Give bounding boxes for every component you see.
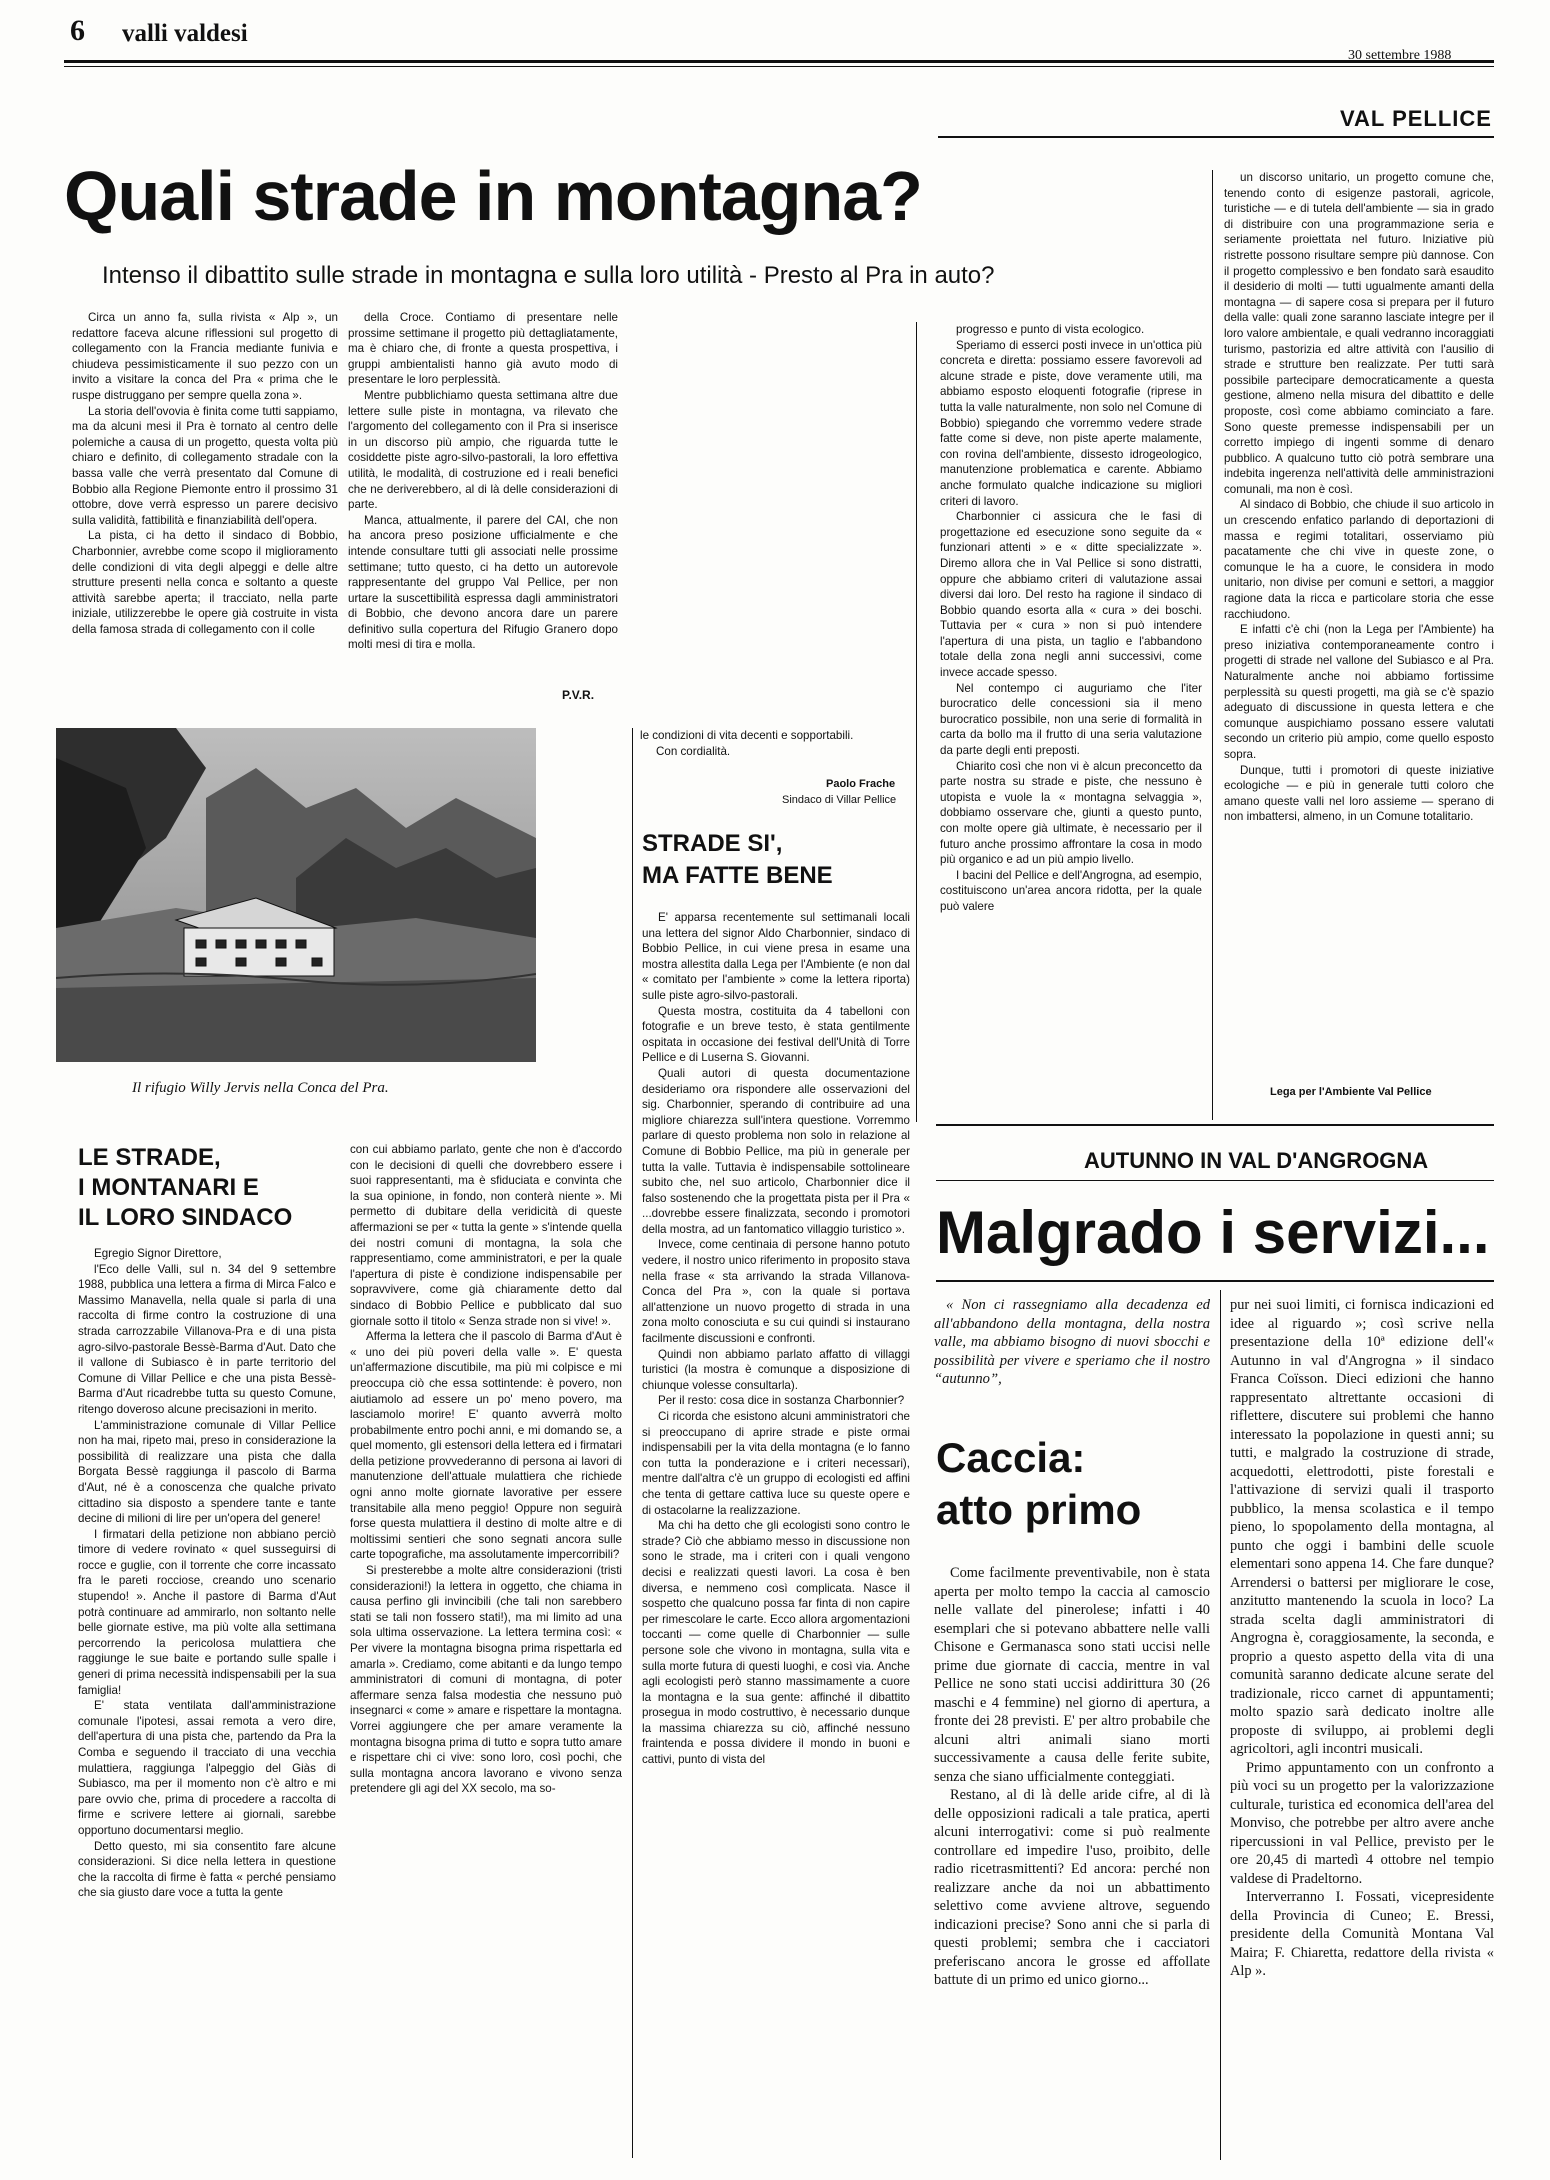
paragraph: Invece, come centinaia di persone hanno potuto vedere, il nostro unico riferimento in proposito stava nella frase « sta arrivando la strada Villanova-Conca del Pra », con la quale si portava all'attenzione un nuovo progetto di strada in una zona molto conosciuta e su cui quindi si instaurano facilmente discussioni e confronti. [642, 1238, 910, 1346]
main-subhead: Intenso il dibattito sulle strade in montagna e sulla loro utilità - Presto al Pra in auto? [102, 262, 995, 289]
paragraph: l'Eco delle Valli, sul n. 34 del 9 settembre 1988, pubblica una lettera a firma di Mirca Falco e Massimo Manavella, nella quale si parla di una raccolta di firme contro la costruzione di una strada carrozzabile Villanova-Pra e di una pista agro-silvo-pastorale Bessè-Barma d'Aut. Dato che il vallone di Subiasco è in parte territorio del Comune di Villar Pellice e che una pista Bessè-Barma d'Aut ricadrebbe tutta su questo Comune, ritengo doveroso alcune precisazioni in merito. [78, 1262, 336, 1416]
paragraph: Speriamo di esserci posti invece in un'ottica più concreta e diretta: possiamo essere favorevoli ad alcune strade e piste, dove veramente utili, ma abbiamo esposto eloquenti fotografie (riprese in tutta la valle naturalmente, non solo nel Comune di Bobbio) spiegando che vorremmo vedere strade fatte come si deve, non piste aperte malamente, con rovina dell'ambiente, dissesto idrogeologico, manutenzione problematica e carente. Abbiamo anche formulato qualche indicazione su migliori criteri di lavoro. [940, 338, 1202, 508]
montanari-column-1 [78, 1246, 336, 2166]
strade-si-headline-2: MA FATTE BENE [642, 862, 833, 889]
paragraph: Afferma la lettera che il pascolo di Barma d'Aut è « uno dei più poveri della valle ». E' questa un'affermazione discutibile, ma più mi colpisce e mi preoccupa ciò che essa sottintende: è povero, non aiutiamolo ad essere un po' meno povero, ma lasciamolo morire! E' quanto avverrà molto probabilmente entro pochi anni, e mi domando se, a quel momento, gli estensori della lettera ed i firmatari della petizione provvederanno di persona ai lavori di manutenzione dell'attuale mulattiera che richiede ogni anno molte giornate lavorative per essere transitabile alla meno peggio! Oppure non seguirà forse questa mulattiera il destino di molte altre e di moltissimi sentieri che sono segnati ancora sulle carte topografiche, ma assolutamente impercorribili? [350, 1330, 622, 1562]
main-signature: P.V.R. [562, 688, 595, 702]
photo-caption: Il rifugio Willy Jervis nella Conca del Pra. [132, 1080, 389, 1096]
section-title: VAL PELLICE [1340, 106, 1492, 131]
paragraph: Come facilmente preventivabile, non è stata aperta per molto tempo la caccia al camoscio nelle vallate del pinerolese; infatti i 40 esemplari che si potevano abbattere nelle valli Chisone e Germanasca sono stati uccisi nelle prime due giornate di caccia, mentre in val Pellice ne sono stati uccisi addirittura 30 (26 maschi e 4 femmine) nel giorno di apertura, a fronte dei 28 previsti. E' per altro probabile che alcuni altri animali siano morti successivamente a causa delle ferite subite, senza che siano ufficialmente conteggiati. [934, 1565, 1210, 1785]
paragraph: Detto questo, mi sia consentito fare alcune considerazioni. Si dice nella lettera in questione che la raccolta di firme è fatta « perché pensiamo che sia giusto dare voce a tutta la gente [78, 1839, 336, 1900]
montanari-headline-3: IL LORO SINDACO [78, 1204, 293, 1231]
paragraph: Al sindaco di Bobbio, che chiude il suo articolo in un crescendo enfatico parlando di deportazioni di massa e regimi totalitari, osserviamo più pacatamente che chi vive in queste zone, o comunque le ha a cuore, le considera in modo unitario, non divise per comuni e settori, a maggior ragione data la ricca e particolare storia che esse racchiudono. [1224, 498, 1494, 621]
caccia-headline-2: atto primo [936, 1486, 1142, 1533]
paragraph: Primo appuntamento con un confronto a più voci su un progetto per la valorizzazione culturale, turistica ed economica dell'area del Monviso, che potrebbe per altro avere anche ripercussioni in val Pellice, previsto per le ore 20,45 di martedì 4 ottobre nel tempio valdese di Pradeltorno. [1230, 1759, 1494, 1887]
caccia-headline-1: Caccia: [936, 1434, 1086, 1481]
paragraph: Quindi non abbiamo parlato affatto di villaggi turistici (la mostra è comunque a disposizione di chiunque volesse consultarla). [642, 1347, 910, 1392]
paragraph: I bacini del Pellice e dell'Angrogna, ad esempio, costituiscono un'area ancora ridotta, per la quale può valere [940, 868, 1202, 913]
paragraph: con cui abbiamo parlato, gente che non è d'accordo con le decisioni di quelli che dovrebbero essere i suoi rappresentanti, ma è sfiduciata e convinta che la sua opinione, in fondo, non conterà niente ». Mi permetto di dubitare della veridicità di queste affermazioni se per « tutta la gente » s'intende quella dei nostri comuni di montagna, la sola che rappresentiamo, come amministratori, e per la quale l'apertura di piste è condizione indispensabile per sopravvivere, come già chiaramente detto dal sindaco di Bobbio Pellice e pubblicato dal suo giornale sotto il titolo « Senza strade non si vive! ». [350, 1143, 622, 1328]
paragraph: Per il resto: cosa dice in sostanza Charbonnier? [658, 1394, 905, 1408]
montanari-headline-2: I MONTANARI E [78, 1174, 259, 1201]
main-column-3-visible [940, 322, 1202, 1142]
main-column-1 [72, 310, 338, 702]
paragraph: Ci ricorda che esistono alcuni amministratori che si preoccupano di aprire strade e piste ormai indispensabili per la vita della montagna (e lo fanno con tutta la ponderazione e i criteri necessari), mentre dall'altra c'è un gruppo di ecologisti ed affini che tenta di gettare cattiva luce su queste opere e di ostacolarne la realizzazione. [642, 1410, 910, 1517]
paragraph: Ma chi ha detto che gli ecologisti sono contro le strade? Ciò che abbiamo messo in discussione non sono le strade, ma i criteri con i quali vengono decisi e realizzati questi lavori. La cosa è ben diversa, e nemmeno così complicata. Nasce il sospetto che qualcuno possa far finta di non capire per rimescolare le carte. Ecco allora argomentazioni toccanti — come quelle di Charbonnier — sulle persone sole che vivono in montagna, sulla vita e sulla morte futura di questi luoghi, e così via. Anche agli ecologisti però stanno massimamente a cuore la montagna e la sua gente: affinché il dibattito prosegua in modo costruttivo, è necessario dunque la massima chiarezza su ciò, affinché nessuno fraintenda e possa dividere il mondo in buoni e cattivi, punto di vista del [642, 1519, 910, 1767]
paragraph: Con cordialità. [656, 744, 731, 758]
paragraph: Charbonnier ci assicura che le fasi di progettazione ed esecuzione sono seguite da « funzionari attenti » e « ditte specializzate ». Diremo allora che in Val Pellice si sono distratti, oppure che abbiamo criteri di valutazione assai diversi dai loro. Del resto ha ragione il sindaco di Bobbio quando esorta alla « cura » dei boschi. Tuttavia per « cura » non si può intendere l'apertura di una pista, un taglio e l'abbandono totale della zona negli anni successivi, come invece accade spesso. [940, 510, 1202, 680]
paragraph: Questa mostra, costituita da 4 tabelloni con fotografie e un breve testo, è stata gentilmente ospitata in occasione dei festival dell'Unità di Torre Pellice e di Luserna S. Giovanni. [642, 1004, 910, 1065]
column-rule [632, 728, 633, 2158]
main-headline: Quali strade in montagna? [64, 157, 922, 235]
paragraph: pur nei suoi limiti, ci fornisca indicazioni ed idee al riguardo »; così scrive nella presentazione della 10ª edizione dell'« Autunno in val d'Angrogna » il sindaco Franca Coïsson. Dieci edizioni che hanno rappresentato altrettante occasioni di riflettere, discutere sui problemi che hanno interessato la popolazione in questi anni; su tutti, e malgrado la costruzione di strade, acquedotti, elettrodotti, piste forestali e l'attivazione di servizi quali il trasporto pubblico, la mensa scolastica e il tempo pieno, lo spopolamento della montagna, al punto che oggi i bambini delle scuole elementari sono appena 14. Che fare dunque? Arrendersi o battersi per migliorare le cose, anzitutto mantenendo la scuola in loco? La strada scelta dagli amministratori di Angrogna è, coraggiosamente, la seconda, e proprio a questo aspetto della vita di una comunità saranno dedicate alcune serate del tradizionale, ricco carnet di appuntamenti; molto spazio sarà dedicato inoltre alle proposte di sviluppo, ai problemi degli agricoltori, agli incontri musicali. [1230, 1297, 1494, 1757]
frache-block [640, 728, 912, 802]
paragraph: Chiarito così che non vi è alcun preconcetto da parte nostra su strade e piste, che nessuno è utopista e vuole la « montagna selvaggia », dobbiamo osservare che, giunti a questo punto, con molte opere già ultimate, è necessario per il futuro anche prossimo affrontare la cosa in modo più organico e ad un più ampio livello. [940, 759, 1202, 867]
paragraph: L'amministrazione comunale di Villar Pellice non ha mai, ripeto mai, preso in considerazione la possibilità di realizzare una pista che dalla Borgata Bessè raggiunga il pascolo di Barma d'Aut, né è a conoscenza che qualche privato cittadino sia disposto a spendere tante e tante decine di milioni di lire per un'opera del genere! [78, 1418, 336, 1526]
paragraph: Nel contempo ci auguriamo che l'iter burocratico delle concessioni sia il meno burocratico possibile, non una serie di formalità in carta da bollo ma il frutto di una seria valutazione da parte degli enti preposti. [940, 681, 1202, 758]
paragraph: progresso e punto di vista ecologico. [956, 323, 1145, 336]
paragraph: Mentre pubblichiamo questa settimana altre due lettere sulle piste in montagna, va rilevato che l'argomento del collegamento con il Pra si inserisce in un discorso più ampio, che riguarda tutte le cosiddette piste agro-silvo-pastorali, la loro effettiva utilità, le modalità, di costruzione ed i reali benefici che ne deriverebbero, al di là delle considerazioni di parte. [348, 388, 618, 512]
angrogna-kicker-rule [936, 1180, 1494, 1181]
frache-author: Paolo Frache [826, 778, 896, 790]
paragraph: La pista, ci ha detto il sindaco di Bobbio, Charbonnier, avrebbe come scopo il miglioramento delle condizioni di vita degli alpeggi e delle altre strutture presenti nella conca e soltanto a queste attività sarebbe aperta; il tracciato, nella parte iniziale, utilizzerebbe le opere già costruite in vista della famosa strada di collegamento con il colle [72, 529, 338, 636]
paragraph: E' apparsa recentemente sul settimanali locali una lettera del signor Aldo Charbonnier, sindaco di Bobbio Pellice, in cui viene presa in esame una mostra allestita dalla Lega per l'Ambiente (e non dal « comitato per l'ambiente » come la lettera riporta) sulle piste agro-silvo-pastorali. [642, 911, 910, 1002]
paragraph: « Non ci rassegniamo alla decadenza ed all'abbandono della montagna, della nostra valle, ma abbiamo bisogno di nuovi sbocchi e possibilità per vivere e speriamo che il nostro “autunno”, [934, 1297, 1210, 1387]
angrogna-kicker: AUTUNNO IN VAL D'ANGROGNA [1084, 1148, 1429, 1173]
montanari-headline-1: LE STRADE, [78, 1144, 221, 1171]
header-rule [64, 60, 1494, 63]
paragraph: Circa un anno fa, sulla rivista « Alp », un redattore faceva alcune riflessioni sul progetto di collegamento con la Francia mediante funivia e chiudeva pessimisticamente il suo pezzo con un invito a visitare la conca del Pra « prima che le ruspe distruggano per sempre quella zona ». [72, 311, 338, 402]
strade-si-headline-1: STRADE SI', [642, 830, 783, 857]
strade-si-body [642, 910, 910, 2150]
angrogna-quote [934, 1296, 1210, 1406]
frache-role: Sindaco di Villar Pellice [782, 794, 897, 806]
section-rule [938, 136, 1494, 138]
paragraph: Egregio Signor Direttore, [94, 1247, 222, 1260]
angrogna-top-rule [936, 1124, 1494, 1126]
paragraph: Manca, attualmente, il parere del CAI, che non ha ancora preso posizione ufficialmente e che intende consultare tutti gli associati nelle prossime settimane; tutto questo, ci ha detto un autorevole rappresentante del gruppo Val Pellice, per non urtare la suscettibilità espressa dagli amministratori di Bobbio, che devono ancora dare un parere definitivo sulla copertura del Rifugio Granero dopo molti mesi di tira e molla. [348, 513, 618, 652]
paragraph: E' stata ventilata dall'amministrazione comunale l'ipotesi, assai remota a vero dire, dell'apertura di una pista che, partendo da Pra la Comba e seguendo il tracciato di una vecchia mulattiera, raggiunga l'alpeggio del Giàs di Subiasco, ma per il momento non c'è altro e mi pare ovvio che, prima di procedere a raccolta di firme e scrivere lettere ai giornali, sarebbe opportuno documentarsi meglio. [78, 1699, 336, 1837]
issue-date: 30 settembre 1988 [1348, 48, 1452, 63]
paragraph: I firmatari della petizione non abbiano perciò timore di vedere rovinato « quel susseguirsi di rocce e guglie, con il torrente che corre incassato fra le pareti rocciose, creando uno scenario stupendo! ». Anche il pastore di Barma d'Aut potrà continuare ad ammirarlo, non soltanto nelle belle giornate estive, ma più volte alla settimana percorrendo la pericolosa mulattiera che raggiunge le sue baite e portando sulle spalle i generi di prima necessità indispensabili per la sua famiglia! [78, 1527, 336, 1697]
paragraph: E infatti c'è chi (non la Lega per l'Ambiente) ha preso iniziativa contemporaneamente contro i progetti di strade nel vallone del Subiasco e al Pra. Naturalmente anche noi abbiamo fortissime perplessità su questi progetti, ma già se c'è spazio adeguato di discussione in questa lettera e che comunque auspichiamo possano essere valutati secondo un criterio più ampio, come quello esposto sopra. [1224, 623, 1494, 761]
column-rule [916, 322, 917, 1122]
angrogna-headline: Malgrado i servizi... [936, 1199, 1490, 1266]
header-rule-thin [64, 66, 1494, 67]
column-rule [1212, 170, 1213, 1120]
paragraph: Dunque, tutti i promotori di queste iniziative ecologiche — e più in generale tutti coloro che amano queste valli nel loro assieme — sperano di non imbattersi, almeno, in un Comune totalitario. [1224, 763, 1494, 824]
paragraph: Si presterebbe a molte altre considerazioni (tristi considerazioni!) la lettera in oggetto, che chiama in causa perfino gli invincibili (che tali non sarebbero stati se tali non fossero stati!), ma mi limito ad una sola ultima osservazione. La lettera termina così: « Per vivere la montagna bisogna prima rispettarla ed amarla ». Crediamo, come abitanti e da lungo tempo amministratori di comuni di montagna, di poter affermare senza falsa modestia che nessuno può insegnarci « come » amare e rispettare la montagna. Vorrei aggiungere che per amare veramente la montagna bisogna prima di tutto e sopra tutto amare e rispettare chi ci vive: sono loro, così pochi, che sulla montagna ancora lavorano e vivono senza pretendere gli agi del XX secolo, ma so- [350, 1564, 622, 1796]
paragraph: della Croce. Contiamo di presentare nelle prossime settimane il progetto più dettagliatamente, ma è chiaro che, di fronte a questa prospettiva, i gruppi ambientalisti hanno già avuto modo di presentare le loro perplessità. [348, 311, 618, 387]
angrogna-headline-rule [936, 1280, 1494, 1282]
main-column-2 [348, 310, 618, 702]
column-rule [1220, 1290, 1221, 2160]
main-column-4-text [1224, 170, 1494, 1078]
paragraph: Interverranno I. Fossati, vicepresidente della Provincia di Cuneo; E. Bressi, presidente della Comunità Montana Val Maira; F. Chiaretta, redattore della rivista « Alp ». [1230, 1889, 1494, 1979]
paragraph: Quali autori di questa documentazione desideriamo ora rispondere alle osservazioni del sig. Charbonnier, sperando di contribuire ad una migliore chiarezza sull'intera questione. Vorremmo parlare di questo problema non solo in relazione al Comune di Bobbio Pellice, ma più in generale per tutta la valle. Tuttavia è indispensabile sottolineare subito che, nel suo articolo, Charbonnier dice il falso sostenendo che la progettata pista per il Pra « ...dovrebbe essere finalizzata, secondo i promotori della mostra, ad un fantomatico villaggio turistico ». [642, 1066, 910, 1236]
paper-name: valli valdesi [122, 20, 248, 47]
angrogna-column-2 [1230, 1296, 1494, 2160]
main-column-4-signature: Lega per l'Ambiente Val Pellice [1270, 1086, 1432, 1098]
paragraph: un discorso unitario, un progetto comune che, tenendo conto di esigenze pastorali, agricole, turistiche — e di tutela dell'ambiente — sia in grado di distribuire con una programmazione seria e seriamente proiettata nel futuro. Iniziative più ristrette possono risultare sempre più dannose. Con il progetto complessivo e ben fondato sarà esaudito il desiderio di molti — tutti ugualmente amanti della montagna — di sapere cosa si prepara per il futuro della valle: quali zone saranno lasciate integre per il loro valore ambientale, e quali vedranno incoraggiati turismo, pastorizia ed altre attività con l'ausilio di strade e strutture ben realizzate. Per tutti sarà possibile partecipare democraticamente a questa gestione, almeno nella misura del dibattito e delle proposte, così come abbiamo cominciato a fare. Sono queste premesse indispensabili per un corretto impiego di ingenti somme di denaro pubblico. A qualcuno tutto ciò potrà sembrare una indebita ingerenza nell'attività delle amministrazioni comunali, ma non è così. [1224, 171, 1494, 496]
paragraph: Restano, al di là delle aride cifre, al di là delle opposizioni radicali a tale pratica, aperti alcuni interrogativi: come si può realmente controllare ed impedire l'uso, proibito, delle radio ricetrasmittenti? Ed ancora: perché non realizzare anche da noi un abbattimento selettivo come avviene altrove, seguendo indicazioni precise? Sono anni che si parla di questi problemi; sembra che i cacciatori preferiscano ancora le grosse ed affollate battute di un primo ed unico giorno... [934, 1787, 1210, 1988]
paragraph: le condizioni di vita decenti e sopportabili. [640, 729, 854, 742]
montanari-column-2 [350, 1142, 622, 2166]
caccia-body [934, 1564, 1210, 2162]
page-number: 6 [70, 14, 85, 47]
rifugio-illustration [56, 728, 536, 1062]
mountain-hut-photo [56, 728, 536, 1062]
paragraph: La storia dell'ovovia è finita come tutti sappiamo, ma da alcuni mesi il Pra è tornato al centro delle polemiche a causa di un progetto, questa volta più chiaro e definito, di collegamento stradale con la bassa valle che verrà presentato dal Comune di Bobbio alla Regione Piemonte entro il prossimo 31 ottobre, dove verrà espresso un parere decisivo sulla validità, fattibilità e finanziabilità dell'opera. [72, 404, 338, 527]
